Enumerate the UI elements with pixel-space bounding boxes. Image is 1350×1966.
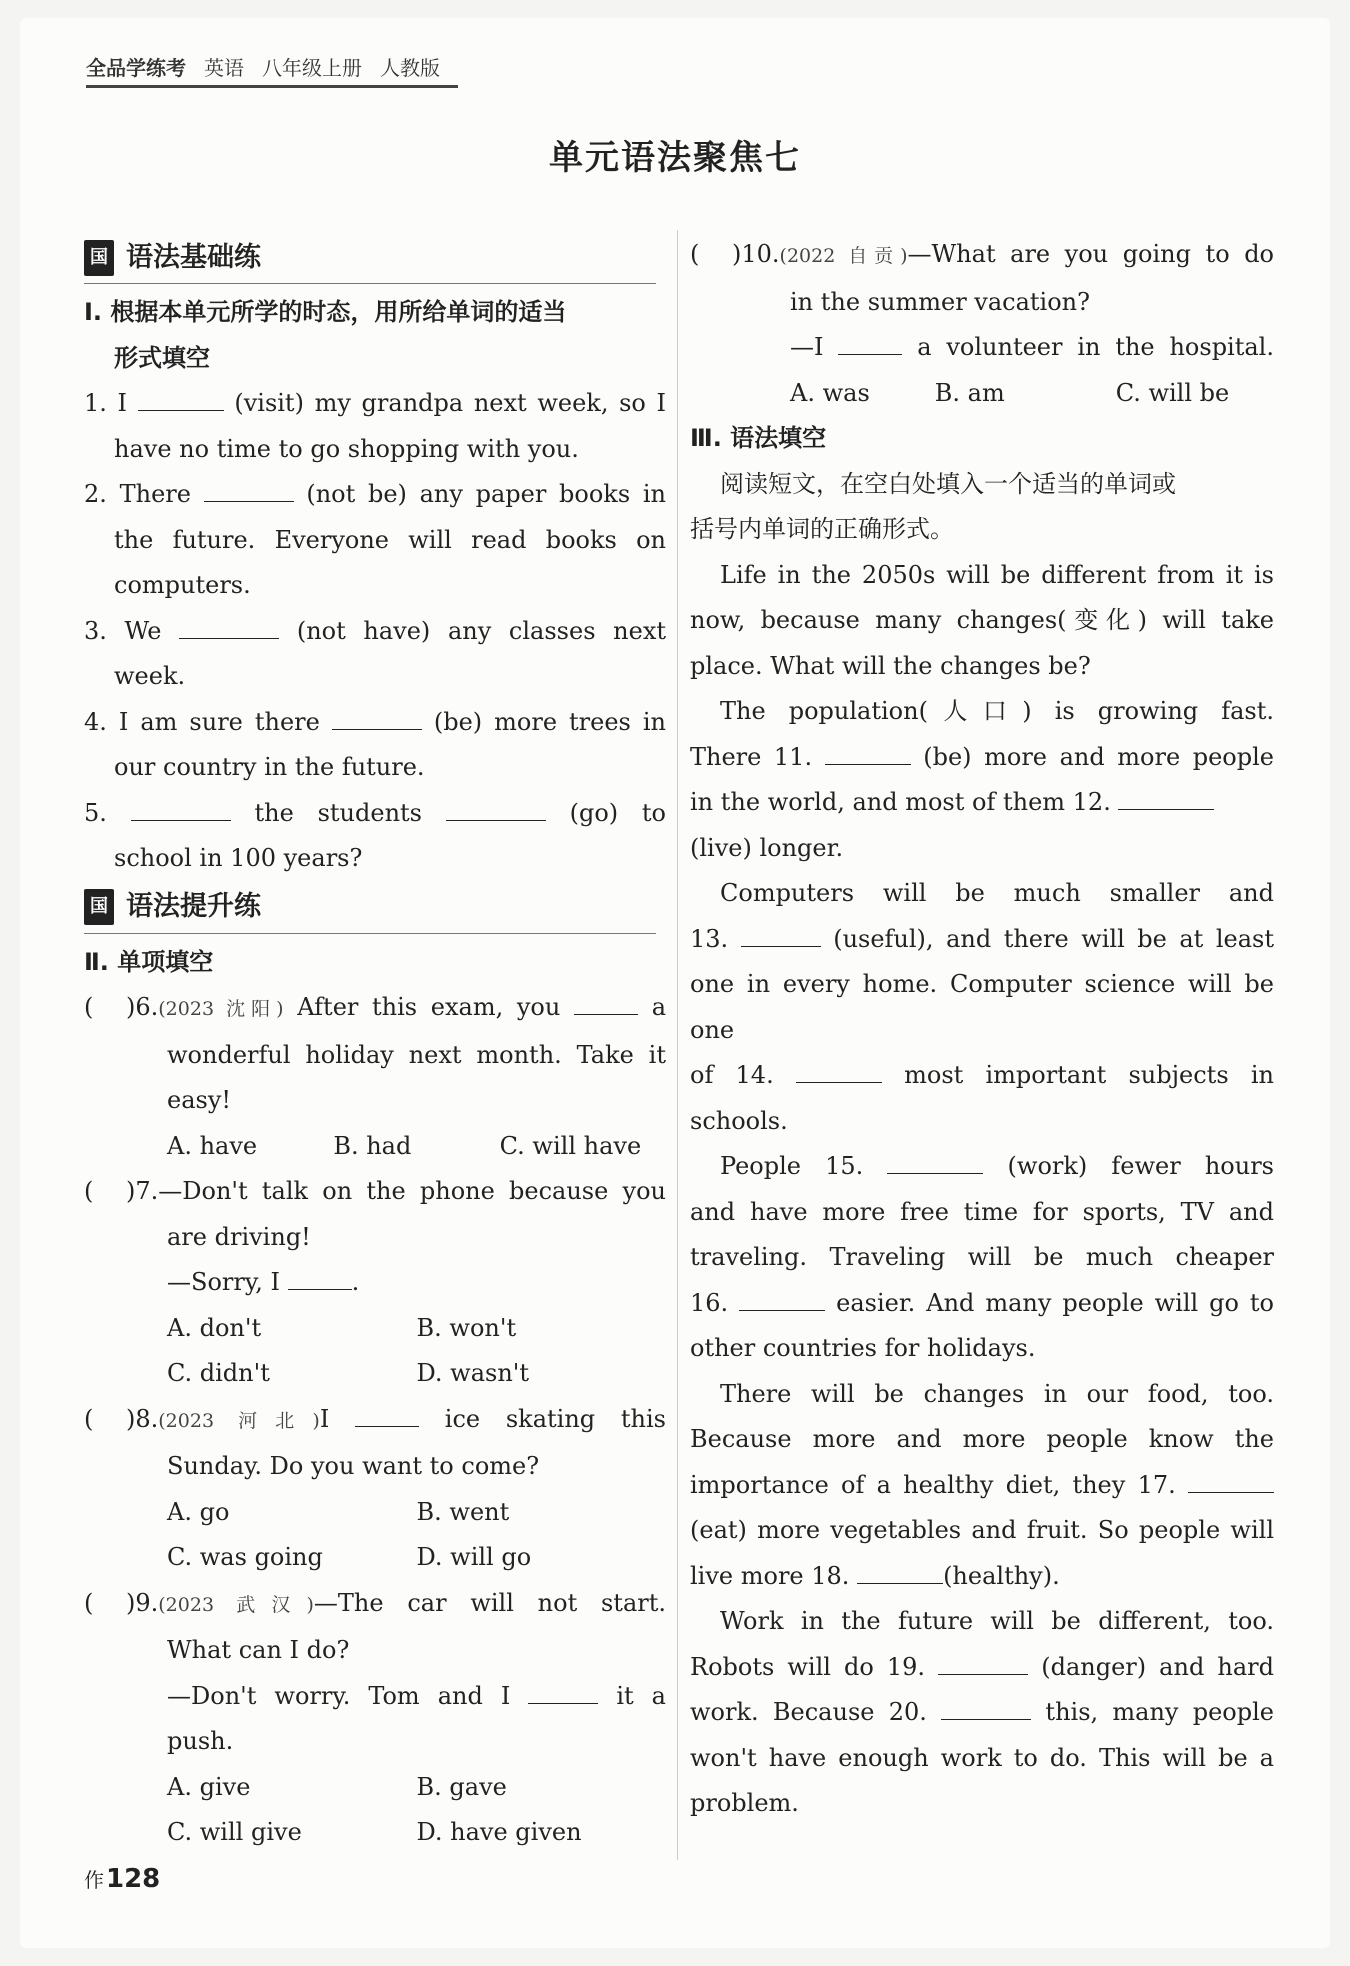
question-6: ( )6.(2023 沈阳) After this exam, you a [84, 985, 666, 1033]
part-1-heading: Ⅰ. 根据本单元所学的时态，用所给单词的适当 [84, 298, 567, 326]
answer-blank-19[interactable] [938, 1651, 1028, 1675]
question-7-cont: are driving! [167, 1222, 311, 1251]
passage-line: (eat) more vegetables and fruit. So people will [690, 1516, 1274, 1544]
question-8: ( )8.(2023 河北)I ice skating this [84, 1397, 666, 1445]
answer-paren[interactable]: ( [84, 1588, 94, 1617]
answer-paren[interactable]: ( [84, 1404, 94, 1433]
section-header-advanced [84, 882, 656, 934]
question-7-reply: —Sorry, I . [167, 1268, 360, 1296]
passage-line: 16. easier. And many people will go to [690, 1288, 1274, 1317]
question-9-options [84, 1810, 666, 1856]
question-9-reply: —Don't worry. Tom and I it a [167, 1681, 666, 1710]
passage-line: (live) longer. [690, 833, 844, 862]
answer-blank-13[interactable] [741, 923, 821, 947]
passage-line: Robots will do 19. (danger) and hard [690, 1652, 1274, 1681]
answer-blank [574, 991, 638, 1015]
question-8-options [84, 1535, 666, 1581]
option-b[interactable]: B. went [416, 1497, 510, 1526]
answer-blank-12[interactable] [1118, 786, 1214, 810]
passage-line: place. What will the changes be? [690, 651, 1091, 680]
option-c[interactable]: C. will be [1115, 378, 1230, 407]
passage-line: one in every home. Computer science will be one [690, 970, 1274, 1044]
option-a[interactable]: A. give [167, 1772, 251, 1801]
passage-line: won't have enough work to do. This will be a [690, 1743, 1274, 1772]
option-b[interactable]: B. gave [416, 1772, 507, 1801]
answer-blank-14[interactable] [796, 1059, 882, 1083]
passage-line: Because more and more people know the [690, 1425, 1274, 1453]
question-10: ( )10.(2022 自贡)—What are you going to do [690, 232, 1274, 280]
option-b[interactable]: B. am [934, 378, 1005, 407]
book-icon: 国 [84, 240, 114, 276]
question-9-cont: What can I do? [167, 1636, 350, 1664]
passage-line: People 15. (work) fewer hours [720, 1152, 1274, 1180]
passage-line: problem. [690, 1789, 799, 1817]
question-3-cont: week. [114, 662, 186, 690]
section-header-basic [84, 232, 656, 284]
passage-line: now, because many changes(变化) will take [690, 606, 1274, 634]
part-2-heading: Ⅱ. 单项填空 [84, 947, 214, 976]
passage-line: There 11. (be) more and more people [690, 742, 1274, 771]
question-9-options [84, 1765, 666, 1811]
question-1-cont: have no time to go shopping with you. [114, 434, 579, 463]
answer-blank[interactable] [332, 706, 422, 730]
header-edition: 人教版 [380, 56, 440, 80]
question-10-options [690, 371, 1274, 417]
option-a[interactable]: A. go [167, 1497, 230, 1526]
answer-blank[interactable] [179, 615, 279, 639]
option-c[interactable]: C. didn't [167, 1359, 270, 1387]
left-column [84, 232, 666, 1856]
question-5: 5. the students (go) to [84, 798, 667, 827]
answer-blank-15[interactable] [887, 1150, 983, 1174]
header-grade: 八年级上册 [262, 56, 362, 80]
question-8-options [84, 1490, 666, 1536]
header-series: 全品学练考 [86, 56, 186, 80]
passage-line: The population(人口) is growing fast. [720, 697, 1274, 725]
question-1: 1. I (visit) my grandpa next week, so I [84, 389, 666, 417]
passage-line: in the world, and most of them 12. [690, 780, 1274, 826]
question-2-cont: the future. Everyone will read books on [114, 525, 666, 554]
part-3-heading: Ⅲ. 语法填空 [690, 424, 827, 452]
option-c[interactable]: C. will have [499, 1131, 642, 1160]
question-2-cont: computers. [114, 571, 251, 599]
option-a[interactable]: A. have [167, 1131, 258, 1160]
section-title: 语法提升练 [126, 891, 261, 923]
instructions-cont: 括号内单词的正确形式。 [690, 515, 954, 543]
question-4-cont: our country in the future. [114, 753, 425, 781]
question-6-options [84, 1124, 666, 1170]
answer-blank-18[interactable] [857, 1560, 943, 1584]
passage-line: work. Because 20. this, many people [690, 1698, 1274, 1726]
section-title: 语法基础练 [126, 241, 261, 273]
question-2: 2. There (not be) any paper books in [84, 480, 666, 508]
question-3: 3. We (not have) any classes next [84, 616, 667, 645]
passage-line: Computers will be much smaller and [720, 879, 1274, 907]
answer-blank-20[interactable] [941, 1696, 1031, 1720]
option-d[interactable]: D. have given [416, 1818, 582, 1846]
question-8-cont: Sunday. Do you want to come? [167, 1452, 540, 1480]
part-1-heading-cont: 形式填空 [114, 343, 210, 372]
right-column [690, 232, 1274, 1827]
passage-line: There will be changes in our food, too. [720, 1379, 1274, 1408]
header-subject: 英语 [204, 56, 244, 80]
option-c[interactable]: C. was going [167, 1543, 323, 1571]
passage-line: live more 18. (healthy). [690, 1561, 1060, 1590]
option-b[interactable]: B. won't [416, 1313, 517, 1342]
option-d[interactable]: D. wasn't [416, 1359, 530, 1387]
passage-line: Life in the 2050s will be different from it is [720, 560, 1274, 589]
answer-blank-17[interactable] [1188, 1469, 1274, 1493]
question-5-cont: school in 100 years? [114, 844, 363, 872]
answer-blank[interactable] [138, 387, 224, 411]
passage-line: traveling. Traveling will be much cheaper [690, 1243, 1274, 1271]
answer-blank [355, 1403, 419, 1427]
instructions: 阅读短文，在空白处填入一个适当的单词或 [720, 469, 1176, 498]
answer-paren[interactable]: ( [690, 240, 700, 268]
answer-blank[interactable] [446, 797, 546, 821]
option-a[interactable]: A. don't [167, 1313, 262, 1342]
answer-blank[interactable] [131, 797, 231, 821]
answer-blank [838, 331, 902, 355]
answer-blank-16[interactable] [739, 1287, 825, 1311]
question-7-options [84, 1306, 666, 1352]
passage-line: schools. [690, 1106, 788, 1135]
option-a[interactable]: A. was [790, 378, 870, 407]
question-10-reply: —I a volunteer in the hospital. [790, 333, 1274, 361]
question-6-cont: wonderful holiday next month. Take it [167, 1040, 666, 1069]
passage-line: importance of a healthy diet, they 17. [690, 1463, 1274, 1509]
answer-blank [288, 1266, 352, 1290]
passage-line: Work in the future will be different, too. [720, 1607, 1274, 1635]
question-7: ( )7.—Don't talk on the phone because you [84, 1169, 666, 1215]
question-4: 4. I am sure there (be) more trees in [84, 707, 666, 736]
answer-blank[interactable] [204, 478, 294, 502]
page-title: 单元语法聚焦七 [549, 138, 801, 178]
passage-line: other countries for holidays. [690, 1334, 1036, 1362]
question-9: ( )9.(2023 武汉)—The car will not start. [84, 1581, 666, 1629]
question-6-cont: easy! [167, 1086, 232, 1114]
question-10-cont: in the summer vacation? [790, 287, 1090, 316]
passage-line: 13. (useful), and there will be at least [690, 924, 1274, 953]
option-d[interactable]: D. will go [416, 1543, 532, 1571]
book-icon: 国 [84, 889, 114, 925]
page-number: 作128 [84, 1864, 161, 1894]
running-header [86, 52, 458, 88]
answer-blank [528, 1680, 598, 1704]
answer-blank-11[interactable] [825, 741, 911, 765]
answer-paren[interactable]: ( [84, 993, 94, 1021]
question-9-cont: push. [167, 1727, 234, 1755]
option-b[interactable]: B. had [333, 1131, 412, 1160]
column-divider [677, 230, 678, 1860]
question-7-options [84, 1351, 666, 1397]
passage-line: and have more free time for sports, TV and [690, 1197, 1274, 1226]
answer-paren[interactable]: ( [84, 1177, 94, 1205]
passage-line: of 14. most important subjects in [690, 1061, 1274, 1089]
option-c[interactable]: C. will give [167, 1818, 302, 1846]
